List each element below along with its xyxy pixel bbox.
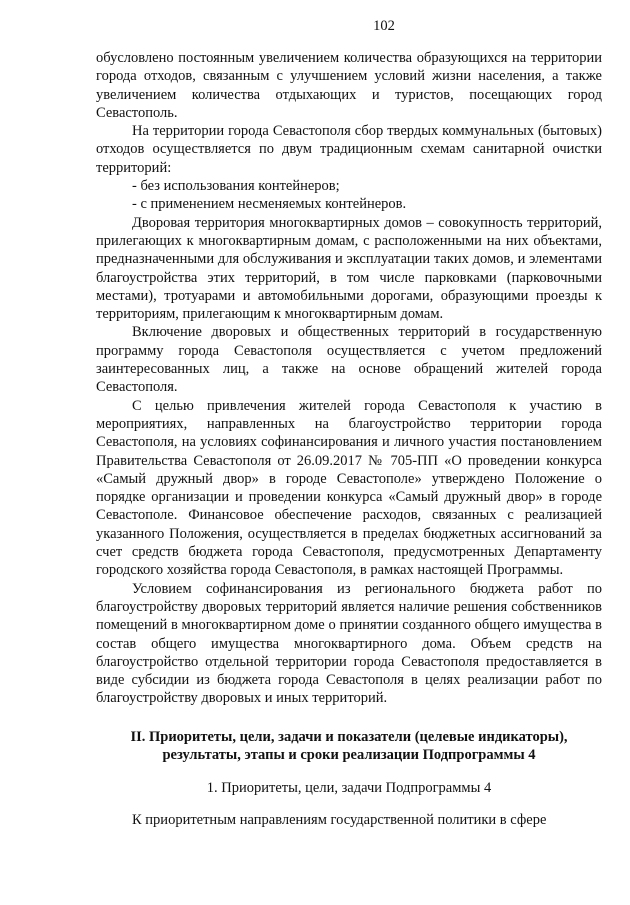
paragraph-state-policy-priorities: К приоритетным направлениям государственной политики в сфере [132, 811, 547, 828]
paragraph-collection-schemes: На территории города Севастополя сбор твердых коммунальных (бытовых) отходов осуществляется по двум традиционным схемам санитарной очистки территорий: [96, 123, 602, 176]
paragraph-friendly-yard-contest: С целью привлечения жителей города Севастополя к участию в мероприятиях, направленных на благоустройство территории города Севастополя, на условиях софинансирования и личного участия постановлением Правительства Севастополя от 26.09.2017 № 705-ПП «О проведении конкурса «Самый дружный двор» в городе Севастополе» утверждено Положение о порядке организации и проведении конкурса «Самый дружный двор» в городе Севастополе. Финансовое обеспечение расходов, связанных с реализацией указанного Положения, осуществляется в пределах бюджетных ассигнований за счет средств бюджета города Севастополя, предусмотренных Департаменту городского хозяйства города Севастополя, в рамках настоящей Программы. [96, 397, 602, 579]
list-item-fixed-containers: - с применением несменяемых контейнеров. [132, 196, 407, 213]
page-number: 102 [373, 18, 395, 34]
section-heading: II. Приоритеты, цели, задачи и показатели (целевые индикаторы), результаты, этапы и сроки реализации Подпрограммы 4 [130, 728, 568, 764]
paragraph-program-inclusion: Включение дворовых и общественных территорий в государственную программу города Севастополя осуществляется с учетом предложений заинтересованных лиц, а также на основе обращений жителей города Севастополя. [96, 324, 602, 396]
subsection-heading: 1. Приоритеты, цели, задачи Подпрограммы 4 [206, 779, 492, 796]
paragraph-cofinancing-condition: Условием софинансирования из регионального бюджета работ по благоустройству дворовых территорий является наличие решения собственников помещений в многоквартирном доме о принятии созданного общего имущества в состав общего имущества многоквартирного дома. Объем средств на благоустройство отдельной территории города Севастополя предоставляется в виде субсидии из бюджета города Севастополя в целях реализации работ по благоустройству дворовых и иных территорий. [96, 580, 602, 707]
paragraph-waste-growth: обусловлено постоянным увеличением количества образующихся на территории города отходов, связанным с улучшением условий жизни населения, а также увеличением количества отдыхающих и туристов, посещающих город Севастополь. [96, 50, 602, 121]
paragraph-yard-territory-definition: Дворовая территория многоквартирных домов – совокупность территорий, прилегающих к многоквартирным домам, с расположенными на них объектами, предназначенными для обслуживания и эксплуатации таких домов, и элементами благоустройства этих территорий, в том числе парковками (парковочными местами), тротуарами и автомобильными дорогами, образующими проезды к территориям, прилегающим к многоквартирным домам. [96, 214, 602, 323]
list-item-no-containers: - без использования контейнеров; [132, 178, 340, 195]
